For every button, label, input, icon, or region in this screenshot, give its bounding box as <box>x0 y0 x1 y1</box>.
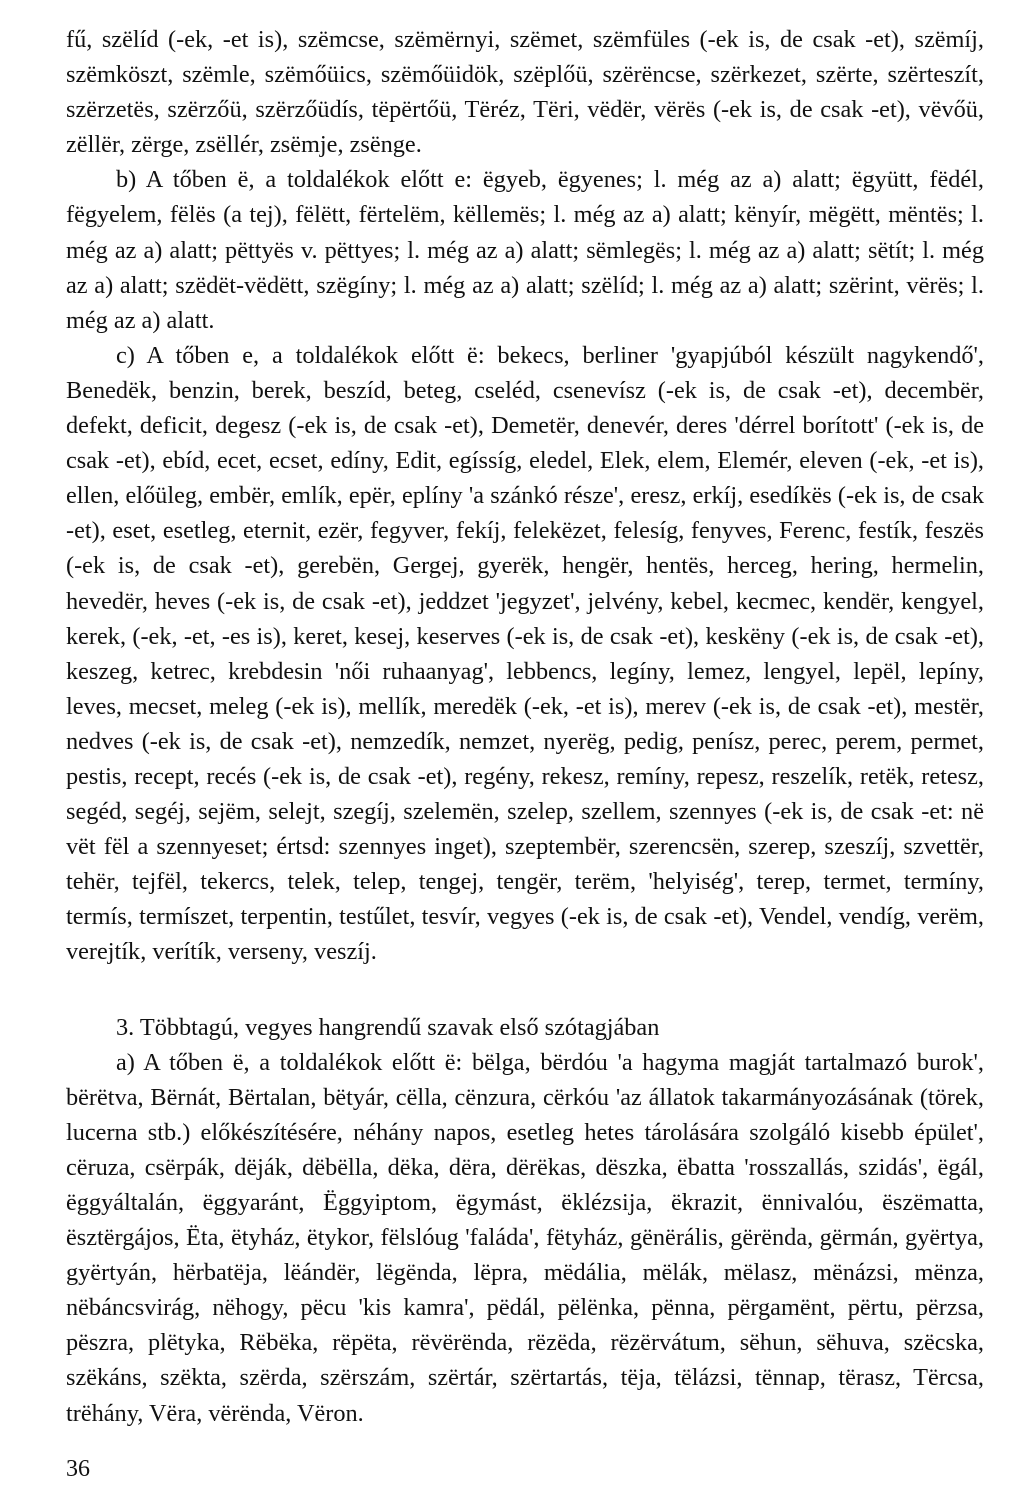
body-text <box>66 22 984 1431</box>
paragraph-word-list: fű, szëlíd (-ek, -et is), szëmcse, szëmërnyi, szëmet, szëmfüles (-ek is, de csak -et), szëmíj, szëmköszt, szëmle, szëmőüics, szëmőüidök, szëplőü, szërëncse, szërkezet, szërte, szërteszít, szërzetës, szërzőü, szërzőüdís, tëpërtőü, Tëréz, Tëri, vëdër, vërës (-ek is, de csak -et), vëvőü, zëllër, zërge, zsëllér, zsëmje, zsënge. <box>66 26 984 159</box>
paragraph-b: b) A tőben ë, a toldalékok előtt e: ëgyeb, ëgyenes; l. még az a) alatt; ëgyütt, fëdél, fëgyelem, fëlës (a tej), fëlëtt, fërtelëm, këllemës; l. még az a) alatt; kënyír, mëgëtt, mëntës; l. még az a) alatt; pëttyës v. pëttyes; l. még az a) alatt; sëmlegës; l. még az a) alatt; sëtít; l. még az a) alatt; szëdët-vëdëtt, szëgíny; l. még az a) alatt; szëlíd; l. még az a) alatt; szërint, vërës; l. még az a) alatt. <box>66 166 984 334</box>
paragraph-c: c) A tőben e, a toldalékok előtt ë: bekecs, berliner 'gyapjúból készült nagykendő', Benedëk, benzin, berek, beszíd, beteg, cseléd, csenevísz (-ek is, de csak -et), decembër, defekt, deficit, degesz (-ek is, de csak -et), Demetër, denevér, deres 'dérrel borított' (-ek is, de csak -et), ebíd, ecet, ecset, edíny, Edit, egíssíg, eledel, Elek, elem, Elemér, eleven (-ek, -et is), ellen, előüleg, embër, emlík, epër, eplíny 'a szánkó része', eresz, erkíj, esedíkës (-ek is, de csak -et), eset, esetleg, eternit, ezër, fegyver, fekíj, felekëzet, felesíg, fenyves, Ferenc, festík, feszës (-ek is, de csak -et), gerebën, Gergej, gyerëk, hengër, hentës, herceg, hering, hermelin, hevedër, heves (-ek is, de csak -et), jeddzet 'jegyzet', jelvény, kebel, kecmec, kendër, kengyel, kerek, (-ek, -et, -es is), keret, kesej, keserves (-ek is, de csak -et), keskëny (-ek is, de csak -et), keszeg, ketrec, krebdesin 'női ruhaanyag', lebbencs, legíny, lemez, lengyel, lepël, lepíny, leves, mecset, meleg (-ek is), mellík, meredëk (-ek, -et is), merev (-ek is, de csak -et), mestër, nedves (-ek is, de csak -et), nemzedík, nemzet, nyerëg, pedig, penísz, perec, perem, permet, pestis, recept, recés (-ek is, de csak -et), regény, rekesz, remíny, repesz, reszelík, retëk, retesz, segéd, segéj, sejëm, selejt, szegíj, szelemën, szelep, szellem, szennyes (-ek is, de csak -et: në vët fël a szennyeset; értsd: szennyes inget), szeptembër, szerencsën, szerep, szeszíj, szvettër, tehër, tejfël, tekercs, telek, telep, tengej, tengër, terëm, 'helyiség', terep, termet, termíny, termís, termíszet, terpentin, testűlet, tesvír, vegyes (-ek is, de csak -et), Vendel, vendíg, verëm, verejtík, verítík, verseny, veszíj. <box>66 341 984 966</box>
page-number: 36 <box>66 1456 90 1482</box>
section-heading: 3. Többtagú, vegyes hangrendű szavak első szótagjában <box>116 1013 660 1041</box>
section-gap <box>66 970 984 1010</box>
paragraph-3a: a) A tőben ë, a toldalékok előtt ë: bëlga, bërdóu 'a hagyma magját tartalmazó burok', bërëtva, Bërnát, Bërtalan, bëtyár, cëlla, cënzura, cërkóu 'az állatok takarmányozásának (törek, lucerna stb.) előkészítésére, néhány napos, esetleg hetes tárolására szolgáló kisebb épület', cëruza, csërpák, dëják, dëbëlla, dëka, dëra, dërëkas, dëszka, ëbatta 'rosszallás, szidás', ëgál, ëggyáltalán, ëggyaránt, Ëggyiptom, ëgymást, ëklézsija, ëkrazit, ënnivalóu, ëszëmatta, ësztërgájos, Ëta, ëtyház, ëtykor, fëlslóug 'faláda', fëtyház, gënërális, gërënda, gërmán, gyërtya, gyërtyán, hërbatëja, lëándër, lëgënda, lëpra, mëdália, mëlák, mëlasz, mënázsi, mënza, nëbáncsvirág, nëhogy, pëcu 'kis kamra', pëdál, pëlënka, pënna, përgamënt, përtu, përzsa, pëszra, plëtyka, Rëbëka, rëpëta, rëvërënda, rëzëda, rëzërvátum, sëhun, sëhuva, szëcska, szëkáns, szëkta, szërda, szërszám, szërtár, szërtartás, tëja, tëlázsi, tënnap, tërasz, Tërcsa, trëhány, Vëra, vërënda, Vëron. <box>66 1048 984 1427</box>
